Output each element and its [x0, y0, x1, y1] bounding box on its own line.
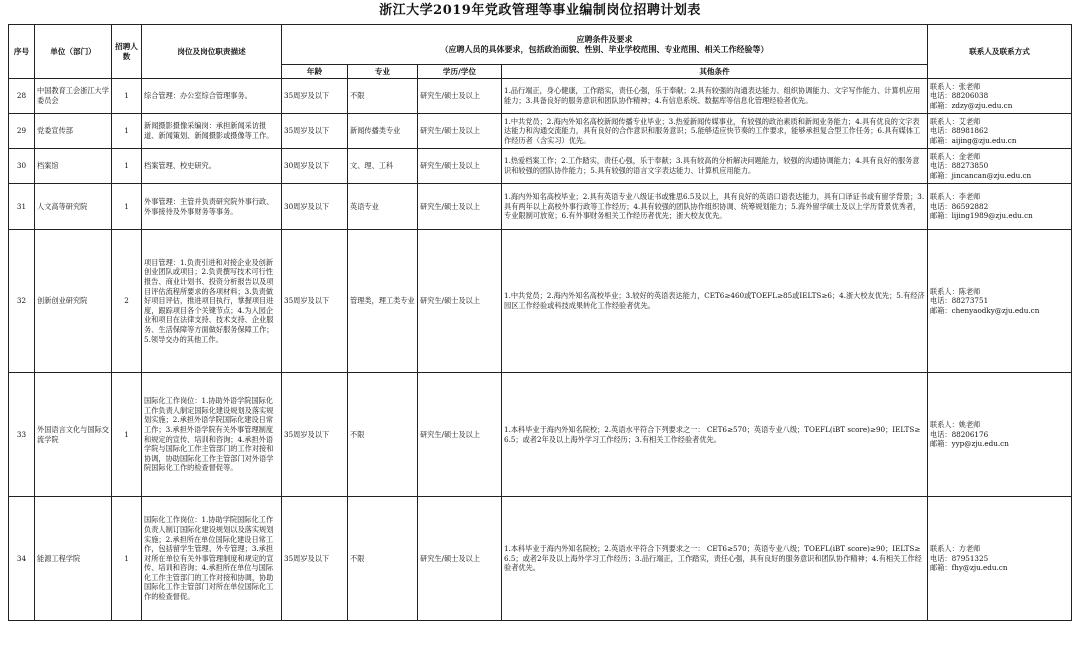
row-contact	[928, 79, 1072, 114]
contact-tel: 电话：88206176	[930, 429, 989, 439]
row-unit: 党委宣传部	[35, 114, 112, 149]
header-major: 专业	[348, 65, 418, 79]
row-count: 1	[112, 114, 142, 149]
row-degree: 研究生/硕士及以上	[418, 149, 502, 184]
contact-name: 联系人：陈老师	[930, 286, 981, 296]
contact-tel: 电话：86592882	[930, 201, 989, 211]
row-degree: 研究生/硕士及以上	[418, 79, 502, 114]
row-count: 1	[112, 149, 142, 184]
contact-name: 联系人：姚老师	[930, 420, 981, 430]
row-degree: 研究生/硕士及以上	[418, 230, 502, 373]
header-seq: 序号	[9, 25, 35, 79]
row-age: 30周岁及以下	[282, 184, 348, 230]
header-count: 招聘人数	[112, 25, 142, 79]
row-count: 1	[112, 79, 142, 114]
contact-name: 联系人：李老师	[930, 192, 981, 202]
contact-email[interactable]: 邮箱：jincancan@zju.edu.cn	[930, 170, 1032, 180]
row-contact	[928, 373, 1072, 497]
row-contact	[928, 184, 1072, 230]
header-requirements	[282, 25, 928, 65]
row-count: 2	[112, 230, 142, 373]
contact-tel: 电话：87951325	[930, 553, 989, 563]
row-seq: 33	[9, 373, 35, 497]
header-degree: 学历/学位	[418, 65, 502, 79]
header-unit: 单位（部门）	[35, 25, 112, 79]
contact-tel: 电话：88273850	[930, 161, 989, 171]
row-unit: 中国教育工会浙江大学委员会	[35, 79, 112, 114]
contact-tel: 电话：88206038	[930, 91, 989, 101]
page-title: 浙江大学2019年党政管理等事业编制岗位招聘计划表	[379, 3, 701, 18]
row-other: 1.中共党员；2.海内外知名高校毕业；3.较好的英语表达能力，CET6≥460或TOEFL≥85或IELTS≥6；4.浙大校友优先；5.有经济园区工作经验或科技成果转化工作经验者优先。	[502, 230, 928, 373]
row-duty: 国际化工作岗位：1.协助外语学院国际化工作负责人制定国际化建设规划及落实规划实施；2.承担外语学院国际化建设日常工作；3.承担外语学院有关外事管理制度和规定的宣传、培训和咨询；4.承担外语学院与国际化工作主管部门的工作对接和协调，协助国际化工作主管部门对外语学院国际化工作的检查督促等。	[142, 373, 282, 497]
row-unit: 能源工程学院	[35, 497, 112, 621]
row-unit: 档案馆	[35, 149, 112, 184]
row-duty: 国际化工作岗位：1.协助学院国际化工作负责人制订国际化建设规划以及落实规划实施；2.承担所在单位国际化建设日常工作，包括留学生管理、外专管理；3.承担对所在单位有关外事管理制度和规定的宣传、培训和咨询；4.承担所在单位与国际化工作主管部门的工作对接和协调，协助国际化工作主管部门对所在单位国际化工作的检查督促。	[142, 497, 282, 621]
row-major: 不限	[348, 79, 418, 114]
contact-name: 联系人：金老师	[930, 151, 981, 161]
contact-name: 联系人：艾老师	[930, 116, 981, 126]
header-duty: 岗位及岗位职责描述	[142, 25, 282, 79]
contact-tel: 电话：88273751	[930, 296, 989, 306]
row-major: 不限	[348, 373, 418, 497]
row-age: 35周岁及以下	[282, 79, 348, 114]
table-row	[9, 114, 1072, 149]
table-row	[9, 230, 1072, 373]
row-degree: 研究生/硕士及以上	[418, 373, 502, 497]
contact-email[interactable]: 邮箱：lijing1989@zju.edu.cn	[930, 211, 1033, 221]
table-row	[9, 497, 1072, 621]
row-count: 1	[112, 497, 142, 621]
row-major: 不限	[348, 497, 418, 621]
row-major: 英语专业	[348, 184, 418, 230]
row-age: 35周岁及以下	[282, 497, 348, 621]
contact-name: 联系人：方老师	[930, 544, 981, 554]
row-duty: 综合管理：办公室综合管理事务。	[142, 79, 282, 114]
row-other: 1.品行端正，身心健康，工作踏实，责任心强，乐于奉献；2.具有较强的沟通表达能力、组织协调能力、文字写作能力、计算机应用能力；3.具备良好的服务意识和团队协作精神；4.有信息系统、数据库等信息化管理经验者优先。	[502, 79, 928, 114]
contact-email[interactable]: 邮箱：yyp@zju.edu.cn	[930, 439, 1009, 449]
header-other: 其他条件	[502, 65, 928, 79]
row-age: 35周岁及以下	[282, 373, 348, 497]
table-row	[9, 79, 1072, 114]
header-contact: 联系人及联系方式	[928, 25, 1072, 79]
row-major: 管理类，理工类专业	[348, 230, 418, 373]
row-unit: 外国语言文化与国际交流学院	[35, 373, 112, 497]
row-seq: 34	[9, 497, 35, 621]
contact-email[interactable]: 邮箱：chenyaodky@zju.edu.cn	[930, 305, 1040, 315]
contact-email[interactable]: 邮箱：aijing@zju.edu.cn	[930, 135, 1017, 145]
row-seq: 30	[9, 149, 35, 184]
row-contact	[928, 497, 1072, 621]
row-age: 35周岁及以下	[282, 230, 348, 373]
row-other: 1.热爱档案工作；2.工作踏实，责任心强，乐于奉献；3.具有较高的分析解决问题能力，较强的沟通协调能力；4.具有良好的服务意识和较强的团队协作能力；5.具有较强的语言文字表达能力、计算机应用能力。	[502, 149, 928, 184]
row-count: 1	[112, 184, 142, 230]
row-other: 1.中共党员；2.海内外知名高校新闻传播专业毕业；3.热爱新闻传媒事业，有较强的政治素质和新闻业务能力；4.具有优良的文字表达能力和沟通交流能力，具有良好的合作意识和服务意识；5.能够适应快节奏的工作要求，能够承担复合型工作任务；6.具有媒体工作经历者（含实习）优先。	[502, 114, 928, 149]
header-req-title: 应聘条件及要求	[576, 33, 633, 44]
row-seq: 31	[9, 184, 35, 230]
contact-name: 联系人：张老师	[930, 81, 981, 91]
row-contact	[928, 114, 1072, 149]
row-duty: 项目管理：1.负责引进和对接企业及创新创业团队或项目；2.负责撰写技术可行性报告、商业计划书、投资分析报告以及项目评估流程所要求的各项材料；3.负责做好项目评估，推进项目执行，掌握项目进度，跟踪项目各个关键节点；4.为入园企业和项目在法律支持、技术支持、企业服务、生活保障等方面做好服务保障工作；5.领导交办的其他工作。	[142, 230, 282, 373]
row-degree: 研究生/硕士及以上	[418, 184, 502, 230]
row-seq: 28	[9, 79, 35, 114]
row-age: 30周岁及以下	[282, 149, 348, 184]
row-contact	[928, 230, 1072, 373]
row-degree: 研究生/硕士及以上	[418, 497, 502, 621]
header-req-sub: （应聘人员的具体要求，包括政治面貌、性别、毕业学校范围、专业范围、相关工作经验等）	[440, 43, 769, 54]
contact-email[interactable]: 邮箱：zdzy@zju.edu.cn	[930, 100, 1013, 110]
table-row	[9, 184, 1072, 230]
table-row	[9, 373, 1072, 497]
row-major: 新闻传播类专业	[348, 114, 418, 149]
row-seq: 29	[9, 114, 35, 149]
row-unit: 创新创业研究院	[35, 230, 112, 373]
row-age: 35周岁及以下	[282, 114, 348, 149]
row-other: 1.本科毕业于海内外知名院校；2.英语水平符合下列要求之一： CET6≥570；英语专业八级；TOEFL(iBT score)≥90；IELTS≥6.5；或者2年及以上海外学习工作经历；3.品行端正，工作踏实，责任心强，具有良好的服务意识和团队协作精神；4.有相关工作经验者优先。	[502, 497, 928, 621]
row-count: 1	[112, 373, 142, 497]
contact-email[interactable]: 邮箱：fhy@zju.edu.cn	[930, 563, 1008, 573]
row-duty: 新闻摄影摄像采编岗：承担新闻采访报道、新闻策划、新闻摄影或摄像等工作。	[142, 114, 282, 149]
row-other: 1.海内外知名高校毕业；2.具有英语专业八级证书或雅思6.5及以上，具有良好的英语口语表达能力，具有口译证书或有留学背景；3.具有两年以上高校外事行政等工作经历；4.具有较强的团队协作组织协调、统筹规划能力；5.海外留学硕士及以上学历背景优秀者，专业限制可放宽；6.有外事财务相关工作经历者优先；浙大校友优先。	[502, 184, 928, 230]
row-other: 1.本科毕业于海内外知名院校；2.英语水平符合下列要求之一： CET6≥570；英语专业八级；TOEFL(iBT score)≥90；IELTS≥6.5；或者2年及以上海外学习工作经历；3.有相关工作经验者优先。	[502, 373, 928, 497]
table-row	[9, 149, 1072, 184]
row-seq: 32	[9, 230, 35, 373]
recruitment-table	[8, 24, 1072, 621]
header-age: 年龄	[282, 65, 348, 79]
row-unit: 人文高等研究院	[35, 184, 112, 230]
row-major: 文、理、工科	[348, 149, 418, 184]
row-degree: 研究生/硕士及以上	[418, 114, 502, 149]
row-duty: 外事管理：主管并负责研究院外事行政、外事接待及外事财务等事务。	[142, 184, 282, 230]
contact-tel: 电话：88981862	[930, 126, 989, 136]
row-duty: 档案管理、校史研究。	[142, 149, 282, 184]
row-contact	[928, 149, 1072, 184]
